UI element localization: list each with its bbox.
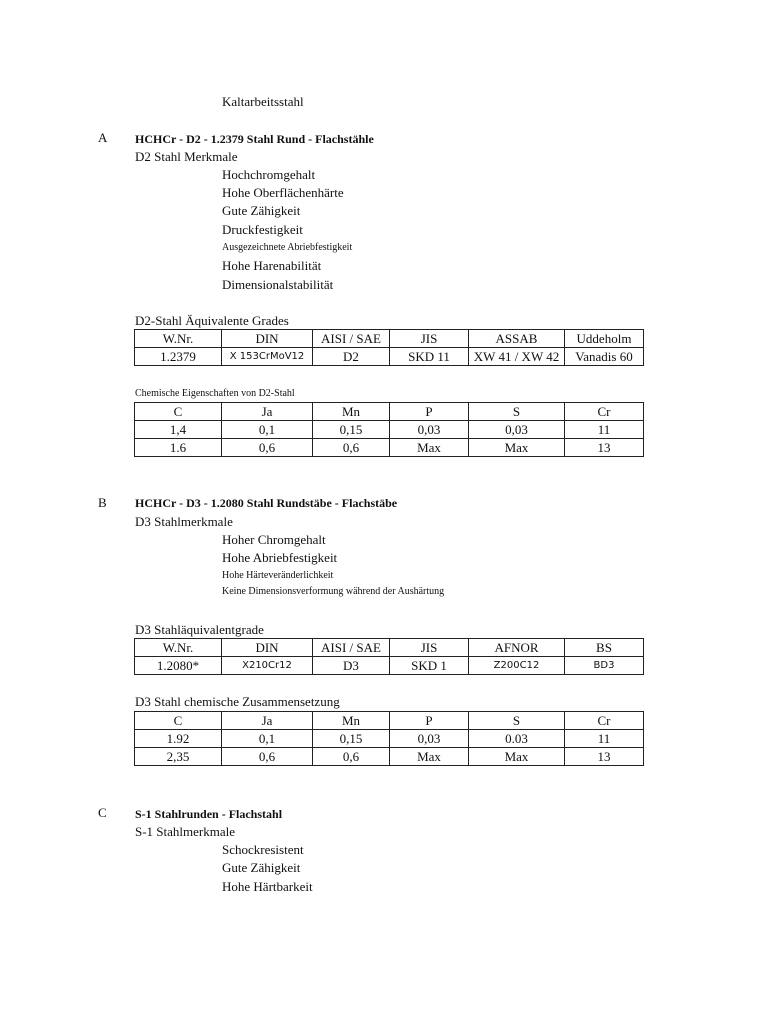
table-header-cell: JIS: [390, 639, 469, 657]
table-row: [135, 730, 644, 748]
table-header-cell: Uddeholm: [565, 330, 644, 348]
table-cell: 13: [565, 439, 644, 457]
section-c-letter: C: [98, 805, 107, 820]
table-cell: 1,4: [135, 421, 222, 439]
section-a-letter: A: [98, 130, 108, 145]
table-cell: 0.03: [469, 730, 565, 748]
table-cell: XW 41 / XW 42: [469, 348, 565, 366]
section-a-chem-table: [134, 402, 644, 457]
section-a-grades-heading: D2-Stahl Äquivalente Grades: [135, 313, 289, 328]
table-header-cell: W.Nr.: [135, 639, 222, 657]
table-cell: 0,15: [313, 421, 390, 439]
table-cell: D2: [313, 348, 390, 366]
table-header-cell: AFNOR: [469, 639, 565, 657]
section-b-letter: B: [98, 495, 107, 510]
table-header-cell: Ja: [222, 403, 313, 421]
section-a-features-heading: D2 Stahl Merkmale: [135, 149, 238, 164]
table-cell: 0,6: [222, 748, 313, 766]
section-b-feature: Keine Dimensionsverformung während der Aushärtung: [222, 586, 445, 597]
section-b-grades-table: [134, 638, 644, 675]
section-c-feature: Schockresistent: [222, 842, 304, 857]
page-category-label: Kaltarbeitsstahl: [222, 94, 304, 109]
table-header-row: [135, 403, 644, 421]
section-a-feature: Ausgezeichnete Abriebfestigkeit: [222, 242, 353, 253]
table-row: [135, 657, 644, 675]
table-cell: 0,6: [313, 439, 390, 457]
table-cell: Vanadis 60: [565, 348, 644, 366]
table-header-cell: Mn: [313, 712, 390, 730]
table-cell: BD3: [565, 657, 644, 675]
table-header-row: [135, 639, 644, 657]
table-header-cell: S: [469, 403, 565, 421]
section-c-title: S-1 Stahlrunden - Flachstahl: [135, 807, 283, 821]
table-header-cell: Ja: [222, 712, 313, 730]
table-cell: 0,03: [469, 421, 565, 439]
section-a-feature: Hohe Harenabilität: [222, 258, 322, 273]
table-cell: Max: [469, 748, 565, 766]
section-b-title: HCHCr - D3 - 1.2080 Stahl Rundstäbe - Flachstäbe: [135, 496, 398, 510]
table-header-cell: C: [135, 712, 222, 730]
table-cell: 1.2379: [135, 348, 222, 366]
section-b-feature: Hoher Chromgehalt: [222, 532, 326, 547]
section-b-grades-heading: D3 Stahläquivalentgrade: [135, 622, 264, 637]
table-header-cell: ASSAB: [469, 330, 565, 348]
table-header-cell: Mn: [313, 403, 390, 421]
section-b-features-heading: D3 Stahlmerkmale: [135, 514, 233, 529]
table-header-row: [135, 712, 644, 730]
table-cell: 0,03: [390, 730, 469, 748]
table-cell: 0,15: [313, 730, 390, 748]
section-b-feature: Hohe Abriebfestigkeit: [222, 550, 338, 565]
table-cell: X 153CrMoV12: [222, 348, 313, 366]
table-header-cell: Cr: [565, 712, 644, 730]
table-cell: 0,03: [390, 421, 469, 439]
section-c-features-heading: S-1 Stahlmerkmale: [135, 824, 236, 839]
table-cell: Max: [469, 439, 565, 457]
table-cell: Z200C12: [469, 657, 565, 675]
table-cell: 13: [565, 748, 644, 766]
table-row: [135, 748, 644, 766]
section-a-chem-heading: Chemische Eigenschaften von D2-Stahl: [135, 388, 295, 399]
table-header-cell: BS: [565, 639, 644, 657]
table-cell: 0,6: [313, 748, 390, 766]
table-header-cell: W.Nr.: [135, 330, 222, 348]
section-a-feature: Druckfestigkeit: [222, 222, 303, 237]
table-cell: 0,1: [222, 421, 313, 439]
table-cell: Max: [390, 748, 469, 766]
table-row: [135, 439, 644, 457]
section-c-feature: Hohe Härtbarkeit: [222, 879, 313, 894]
table-cell: 1.92: [135, 730, 222, 748]
section-a-feature: Hochchromgehalt: [222, 167, 316, 182]
section-a-grades-table: [134, 329, 644, 366]
table-cell: 2,35: [135, 748, 222, 766]
table-header-cell: S: [469, 712, 565, 730]
section-a-feature: Hohe Oberflächenhärte: [222, 185, 344, 200]
table-row: [135, 348, 644, 366]
table-header-cell: JIS: [390, 330, 469, 348]
table-header-cell: Cr: [565, 403, 644, 421]
table-cell: X210Cr12: [222, 657, 313, 675]
table-cell: 11: [565, 421, 644, 439]
table-cell: SKD 11: [390, 348, 469, 366]
section-a-feature: Dimensionalstabilität: [222, 277, 334, 292]
section-b-chem-heading: D3 Stahl chemische Zusammensetzung: [135, 694, 340, 709]
section-c-feature: Gute Zähigkeit: [222, 860, 301, 875]
section-b-chem-table: [134, 711, 644, 766]
table-cell: SKD 1: [390, 657, 469, 675]
table-cell: Max: [390, 439, 469, 457]
table-cell: 11: [565, 730, 644, 748]
table-header-cell: DIN: [222, 639, 313, 657]
table-cell: 0,6: [222, 439, 313, 457]
section-a-feature: Gute Zähigkeit: [222, 203, 301, 218]
table-row: [135, 421, 644, 439]
table-header-row: [135, 330, 644, 348]
table-cell: D3: [313, 657, 390, 675]
table-cell: 0,1: [222, 730, 313, 748]
table-header-cell: C: [135, 403, 222, 421]
table-header-cell: P: [390, 403, 469, 421]
table-header-cell: DIN: [222, 330, 313, 348]
table-header-cell: AISI / SAE: [313, 330, 390, 348]
section-b-feature: Hohe Härteveränderlichkeit: [222, 570, 334, 581]
table-header-cell: AISI / SAE: [313, 639, 390, 657]
table-cell: 1.6: [135, 439, 222, 457]
section-a-title: HCHCr - D2 - 1.2379 Stahl Rund - Flachstähle: [135, 132, 374, 146]
table-cell: 1.2080*: [135, 657, 222, 675]
table-header-cell: P: [390, 712, 469, 730]
